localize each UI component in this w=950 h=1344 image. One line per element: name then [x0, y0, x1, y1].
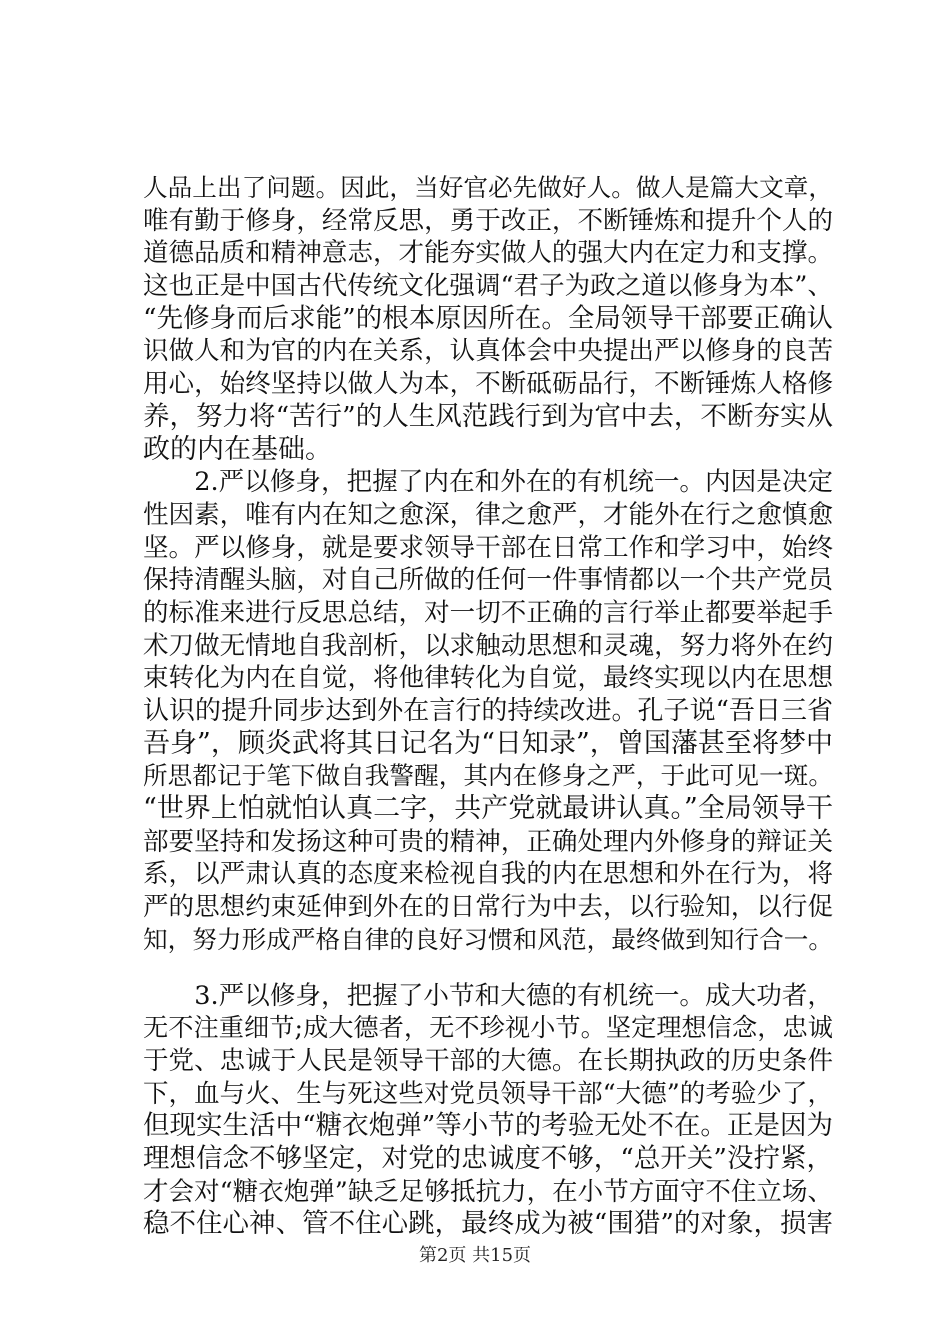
text-line: 唯有勤于修身，经常反思，勇于改正，不断锤炼和提升个人的: [143, 205, 833, 236]
text-line: 认识的提升同步达到外在言行的持续改进。孔子说“吾日三省: [143, 696, 833, 726]
text-line: 理想信念不够坚定，对党的忠诚度不够，“总开关”没拧紧，: [143, 1142, 833, 1174]
paragraph-3: [143, 980, 833, 1242]
text-line: 的标准来进行反思总结，对一切不正确的言行举止都要举起手: [143, 597, 833, 628]
paragraph-1: [143, 172, 833, 466]
text-line: 下，血与火、生与死这些对党员领导干部“大德”的考验少了，: [143, 1078, 833, 1109]
text-line: 养，努力将“苦行”的人生风范践行到为官中去，不断夯实从: [143, 400, 833, 432]
text-line: 3.严以修身，把握了小节和大德的有机统一。成大功者，: [143, 980, 833, 1011]
text-line: 保持清醒头脑，对自己所做的任何一件事情都以一个共产党员: [143, 565, 833, 596]
text-line: 识做人和为官的内在关系，认真体会中央提出严以修身的良苦: [143, 336, 833, 367]
text-line: 知，努力形成严格自律的良好习惯和风范，最终做到知行合一。: [143, 924, 833, 954]
text-line: 政的内在基础。: [143, 433, 332, 465]
text-line: 束转化为内在自觉，将他律转化为自觉，最终实现以内在思想: [143, 663, 833, 694]
text-line: 无不注重细节;成大德者，无不珍视小节。坚定理想信念，忠诚: [143, 1013, 833, 1043]
text-line: 但现实生活中“糖衣炮弹”等小节的考验无处不在。正是因为: [143, 1110, 833, 1142]
text-line: 于党、忠诚于人民是领导干部的大德。在长期执政的历史条件: [143, 1045, 833, 1076]
text-line: 部要坚持和发扬这种可贵的精神，正确处理内外修身的辩证关: [143, 826, 833, 857]
text-line: 坚。严以修身，就是要求领导干部在日常工作和学习中，始终: [143, 532, 833, 563]
text-line: 吾身”，顾炎武将其日记名为“日知录”，曾国藩甚至将梦中: [143, 727, 833, 759]
text-line: 稳不住心神、管不住心跳，最终成为被“围猎”的对象，损害: [143, 1208, 833, 1240]
text-line: 术刀做无情地自我剖析，以求触动思想和灵魂，努力将外在约: [143, 630, 833, 661]
text-line: 这也正是中国古代传统文化强调“君子为政之道以修身为本”、: [143, 271, 833, 302]
text-line: 性因素，唯有内在知之愈深，律之愈严，才能外在行之愈慎愈: [143, 499, 833, 530]
text-line: “世界上怕就怕认真二字，共产党就最讲认真。”全局领导干: [143, 793, 833, 825]
text-line: 才会对“糖衣炮弹”缺乏足够抵抗力，在小节方面守不住立场、: [143, 1176, 833, 1207]
text-line: 人品上出了问题。因此，当好官必先做好人。做人是篇大文章，: [143, 173, 833, 202]
text-line: 系，以严肃认真的态度来检视自我的内在思想和外在行为，将: [143, 859, 833, 890]
text-line: 用心，始终坚持以做人为本，不断砥砺品行，不断锤炼人格修: [143, 369, 833, 400]
text-line: 所思都记于笔下做自我警醒，其内在修身之严，于此可见一斑。: [143, 761, 833, 791]
page-number-footer: 第2页 共15页: [418, 1245, 532, 1266]
paragraph-gap: [143, 957, 833, 980]
text-line: 严的思想约束延伸到外在的日常行为中去，以行验知，以行促: [143, 892, 833, 923]
text-line: 2.严以修身，把握了内在和外在的有机统一。内因是决定: [143, 467, 833, 498]
text-line: “先修身而后求能”的根本原因所在。全局领导干部要正确认: [143, 302, 833, 334]
text-line: 道德品质和精神意志，才能夯实做人的强大内在定力和支撑。: [143, 238, 833, 269]
body-text: [143, 172, 833, 1241]
paragraph-2: [143, 466, 833, 956]
